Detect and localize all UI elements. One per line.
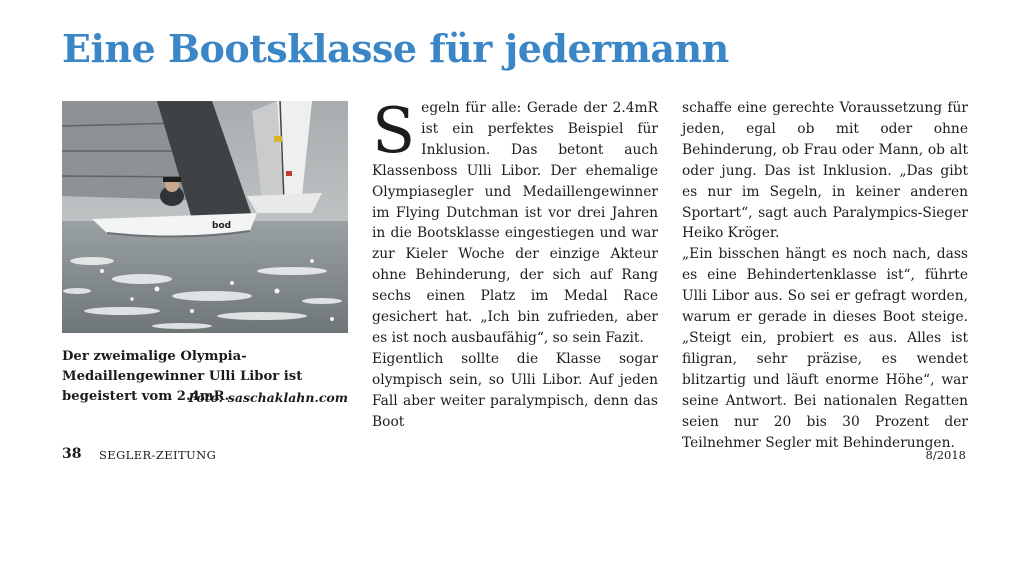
hull-text: bod <box>212 221 232 231</box>
paragraph: egeln für alle: Gerade der 2.4mR ist ein perfektes Beispiel für Inklusion. Das betont auch Klassenboss Ulli Libor. Der ehemalige Olympiasegler und Medaillengewinner im Flying Dutchman ist vor drei Jahren in die Bootsklasse eingestiegen und war zur Kieler Woche der einzige Akteur ohne Behinderung, der sich auf Rang sechs einen Platz im Medal Race gesichert hat. „Ich bin zufrieden, aber es ist noch ausbaufähig“, so sein Fazit. <box>372 100 658 346</box>
issue-number: 8/2018 <box>925 448 966 462</box>
paragraph: schaffe eine gerechte Voraussetzung für jeden, egal ob mit oder ohne Behinderung, ob Frau oder Mann, ob alt oder jung. Das ist Inklusion. „Das gibt es nur im Segeln, in keiner anderen Sportart“, sagt auch Paralympics-Sieger Heiko Kröger. <box>682 100 968 242</box>
article-column-3 <box>682 98 968 453</box>
paragraph: „Ein bisschen hängt es noch nach, dass es eine Behindertenklasse ist“, führte Ulli Libor aus. So sei er gefragt worden, warum er gerade in dieses Boot steige. „Steigt ein, probiert es aus. Alles ist filigran, sehr präzise, es wendet blitzartig und läuft enorme Höhe“, war seine Antwort. Bei nationalen Regatten seien nur 20 bis 30 Prozent der Teilnehmer Segler mit Behinderungen. <box>682 246 968 451</box>
dropcap-letter: S <box>372 94 416 167</box>
page-footer <box>62 446 966 464</box>
page-number: 38 <box>62 446 82 462</box>
sailing-photo <box>62 101 348 333</box>
magazine-name: SEGLER-ZEITUNG <box>99 448 217 462</box>
article-headline: Eine Bootsklasse für jedermann <box>62 26 729 71</box>
caption-text: Der zweimalige Olympia-Medaillengewinner Ulli Libor ist begeistert vom 2.4mR. <box>62 349 303 404</box>
photo-credit: Foto: saschaklahn.com <box>188 390 348 405</box>
paragraph: Eigentlich sollte die Klasse sogar olympisch sein, so Ulli Libor. Auf jeden Fall aber weiter paralympisch, denn das Boot <box>372 350 658 430</box>
article-column-2 <box>372 94 658 433</box>
